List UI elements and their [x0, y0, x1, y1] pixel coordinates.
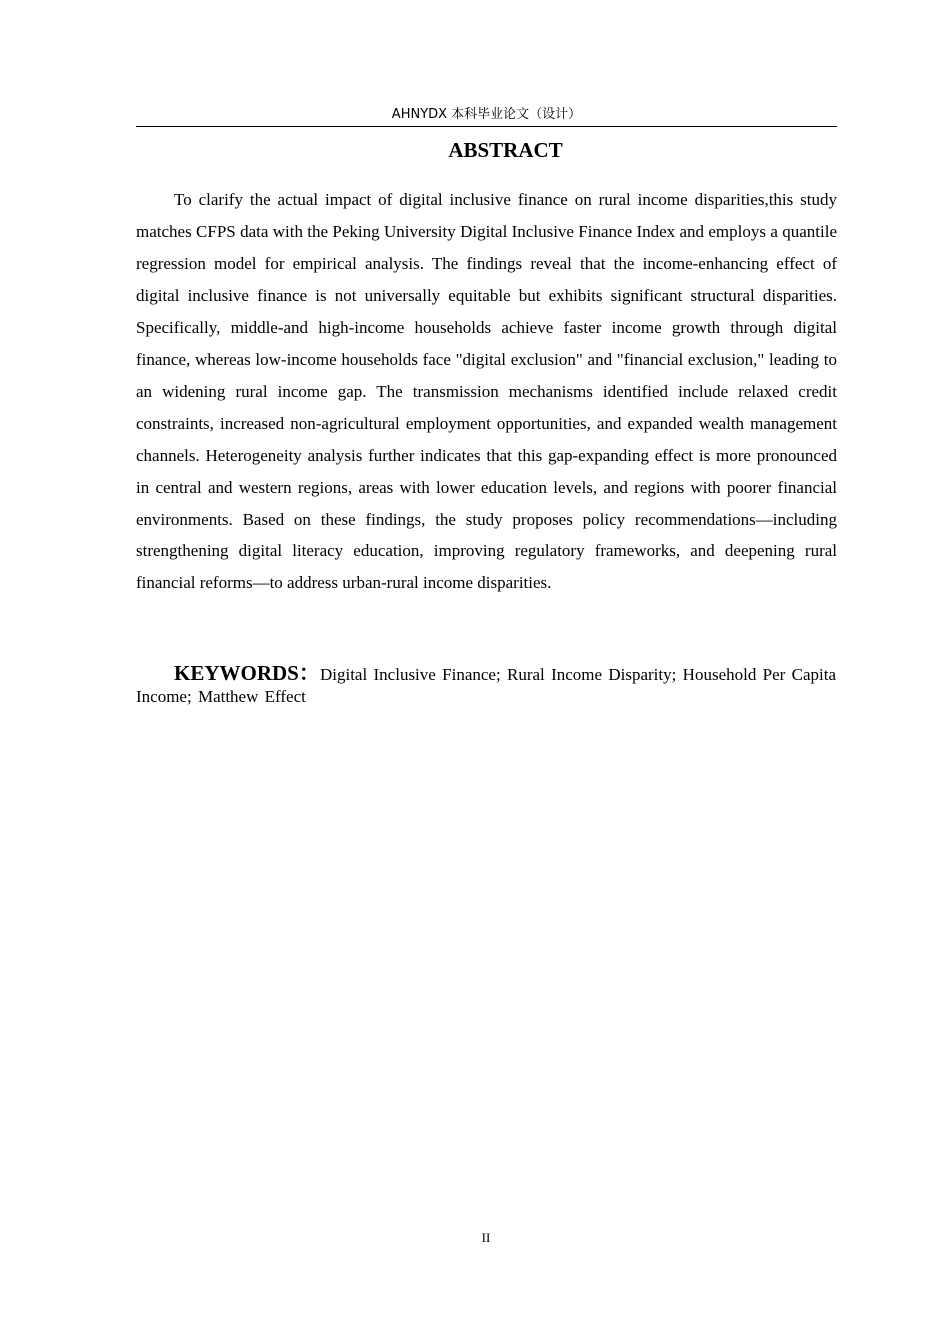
keywords-text: Digital Inclusive Finance; Rural Income Disparity; Household Per Capita Income; Matthew Effect: [136, 665, 836, 706]
keywords-label: KEYWORDS：: [174, 661, 320, 685]
abstract-body: To clarify the actual impact of digital inclusive finance on rural income disparities,this study matches CFPS data with the Peking University Digital Inclusive Finance Index and employs a quantile regression model for empirical analysis. The findings reveal that the income-enhancing effect of digital inclusive finance is not universally equitable but exhibits significant structural disparities. Specifically, middle-and high-income households achieve faster income growth through digital finance, whereas low-income households face "digital exclusion" and "financial exclusion," leading to an widening rural income gap. The transmission mechanisms identified include relaxed credit constraints, increased non-agricultural employment opportunities, and expanded wealth management channels. Heterogeneity analysis further indicates that this gap-expanding effect is more pronounced in central and western regions, areas with lower education levels, and regions with poorer financial environments. Based on these findings, the study proposes policy recommendations—including strengthening digital literacy education, improving regulatory frameworks, and deepening rural financial reforms—to address urban-rural income disparities.: [136, 190, 837, 593]
header-rule: [136, 126, 837, 127]
abstract-title: ABSTRACT: [448, 138, 563, 162]
page-number: II: [481, 1230, 491, 1245]
keywords-paragraph: [136, 662, 836, 708]
page-header: AHNYDX 本科毕业论文（设计）: [391, 107, 582, 122]
